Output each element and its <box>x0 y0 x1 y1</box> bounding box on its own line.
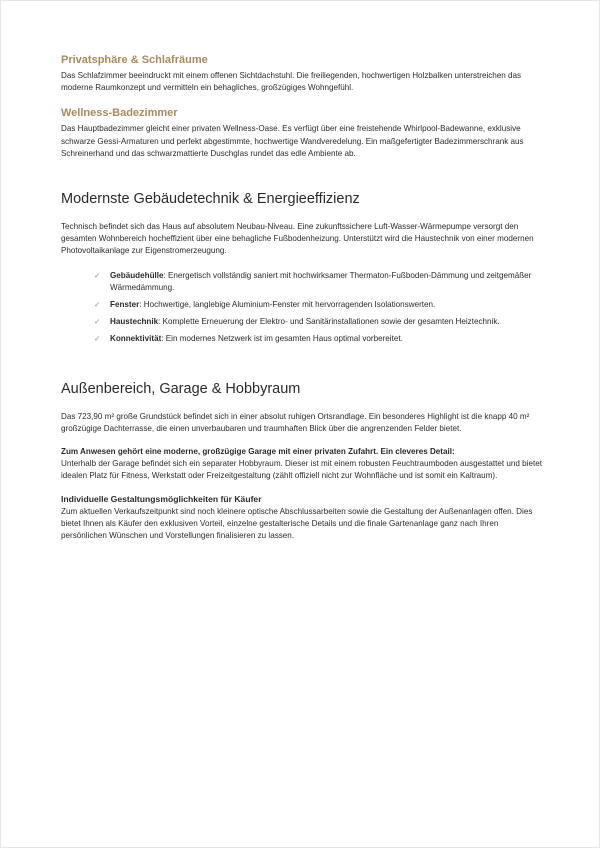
privacy-text: Das Schlafzimmer beeindruckt mit einem offenen Sichtdachstuhl. Die freiliegenden, hochwertigen Holzbalken unterstreichen das moderne Raumkonzept und vermitteln ein behagliches, großzügiges Wohngefühl. <box>61 71 522 93</box>
aussen-section <box>61 380 546 483</box>
list-item <box>94 299 546 311</box>
list-item-text: : Hochwertige, langlebige Aluminium-Fenster mit hervorragenden Isolationswerten. <box>139 300 436 310</box>
list-item-label: Gebäudehülle <box>110 270 164 280</box>
list-item-label: Konnektivität <box>110 334 162 344</box>
list-item-label: Haustechnik <box>110 317 159 327</box>
wellness-heading: Wellness-Badezimmer <box>61 107 178 120</box>
page-content <box>61 53 546 542</box>
gestaltung-text: Zum aktuellen Verkaufszeitpunkt sind noch kleinere optische Abschlussarbeiten sowie die Gestaltung der Außenanlagen offen. Dies bietet Ihnen als Käufer den exklusiven Vorteil, einzelne gestalterische Details und die finale Gartenanlage ganz nach Ihren persönlichen Wünschen und Vorstellungen finalisieren zu lassen. <box>61 506 533 541</box>
list-item-label: Fenster <box>110 300 140 310</box>
technik-intro: Technisch befindet sich das Haus auf absolutem Neubau-Niveau. Eine zukunftssichere Luft-Wasser-Wärmepumpe versorgt den gesamten Wohnbereich hocheffizient über eine behagliche Fußbodenheizung. Unterstützt wird die Haustechnik von einer modernen Photovoltaikanlage zur Eigenstromerzeugung. <box>61 222 534 256</box>
technik-heading: Modernste Gebäudetechnik & Energieeffizienz <box>61 191 360 208</box>
list-item <box>94 316 546 328</box>
garage-text: Unterhalb der Garage befindet sich ein separater Hobbyraum. Dieser ist mit einem robusten Feuchtraumboden ausgestattet und bietet idealen Platz für Fitness, Werkstatt oder Freizeitgestaltung (zählt offiziell nicht zur Wohnfläche und ist somit ein Kaltraum). <box>61 459 542 481</box>
check-icon: ✓ <box>94 317 101 327</box>
aussen-text: Das 723,90 m² große Grundstück befindet sich in einer absolut ruhigen Ortsrandlage. Ein besonderes Highlight ist die knapp 40 m² großzügige Dachterrasse, die einen unverbaubaren und traumhaften Blick über die angrenzenden Felder bietet. <box>61 411 530 433</box>
gestaltung-section <box>61 493 546 543</box>
wellness-text: Das Hauptbadezimmer gleicht einer privaten Wellness-Oase. Es verfügt über eine freistehende Whirlpool-Badewanne, exklusive schwarze Gessi-Armaturen und perfekt abgestimmte, hochwertige Wandveredelung. Ein maßgefertigter Badezimmerschrank aus Schreinerhand und das schwarzmattierte Duschglas rundet das edle Ambiente ab. <box>61 124 524 158</box>
garage-block <box>61 446 546 483</box>
check-icon: ✓ <box>94 300 101 310</box>
aussen-heading: Außenbereich, Garage & Hobbyraum <box>61 380 301 397</box>
wellness-section <box>61 106 546 160</box>
check-icon: ✓ <box>94 334 101 344</box>
list-item-text: : Komplette Erneuerung der Elektro- und Sanitärinstallationen sowie der gesamten Heiztechnik. <box>158 317 500 327</box>
garage-bold-text: Zum Anwesen gehört eine moderne, großzügige Garage mit einer privaten Zufahrt. Ein cleveres Detail: <box>61 447 455 457</box>
technik-list <box>61 270 546 346</box>
privacy-section <box>61 53 546 94</box>
check-icon: ✓ <box>94 270 101 280</box>
list-item <box>94 333 546 345</box>
list-item <box>94 270 546 294</box>
privacy-heading: Privatsphäre & Schlafräume <box>61 54 208 66</box>
list-item-text: : Energetisch vollständig saniert mit hochwirksamer Thermaton-Fußboden-Dämmung und zeitgemäßer Wärmedämmung. <box>110 270 532 292</box>
gestaltung-heading: Individuelle Gestaltungsmöglichkeiten für Käufer <box>61 493 262 504</box>
technik-section <box>61 190 546 346</box>
list-item-text: : Ein modernes Netzwerk ist im gesamten Haus optimal vorbereitet. <box>161 334 403 344</box>
